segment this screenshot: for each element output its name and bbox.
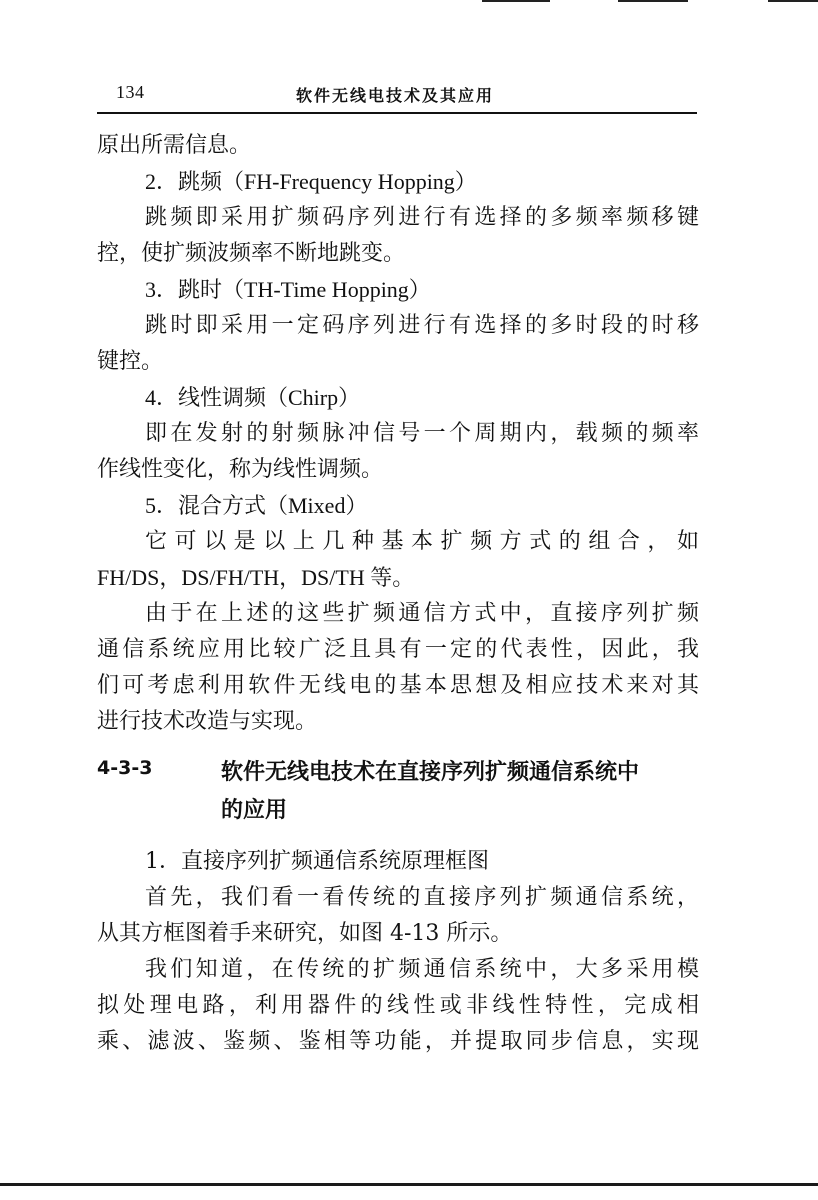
scan-mark-3 (768, 0, 818, 2)
section-title (221, 754, 697, 830)
section-number: 4-3-3 (97, 757, 153, 779)
text-line: 乘、滤波、鉴频、鉴相等功能，并提取同步信息，实现 (97, 1029, 699, 1054)
text-line: 即在发射的射频脉冲信号一个周期内，载频的频率 (145, 421, 699, 446)
scan-mark-1 (482, 0, 550, 2)
text-line: FH/DS，DS/FH/TH，DS/TH 等。 (97, 565, 415, 590)
text-line: 原出所需信息。 (97, 133, 252, 158)
text-line: 键控。 (97, 349, 164, 374)
text-line: 进行技术改造与实现。 (97, 709, 318, 734)
text-line: 通信系统应用比较广泛且具有一定的代表性，因此，我 (97, 637, 699, 662)
text-line: 们可考虑利用软件无线电的基本思想及相应技术来对其 (97, 673, 699, 698)
text-line: 作线性变化，称为线性调频。 (97, 457, 384, 482)
item-heading-mixed: 5．混合方式（Mixed） (145, 493, 368, 518)
section-title-line-1: 软件无线电技术在直接序列扩频通信系统中 (221, 760, 640, 785)
text-line: 从其方框图着手来研究，如图 4-13 所示。 (97, 921, 513, 946)
page-body (97, 128, 699, 1060)
item-heading-fh: 2．跳频（FH-Frequency Hopping） (145, 169, 477, 194)
text-line: 拟处理电路，利用器件的线性或非线性特性，完成相 (97, 993, 699, 1018)
section-title-line-2: 的应用 (221, 798, 288, 823)
header-rule (97, 112, 697, 114)
running-title: 软件无线电技术及其应用 (296, 86, 495, 105)
text-line: 跳时即采用一定码序列进行有选择的多时段的时移 (145, 313, 699, 338)
section-heading (97, 754, 699, 830)
text-line: 我们知道，在传统的扩频通信系统中，大多采用模 (145, 957, 699, 982)
item-heading-chirp: 4．线性调频（Chirp） (145, 385, 361, 410)
text-line: 由于在上述的这些扩频通信方式中，直接序列扩频 (145, 601, 699, 626)
item-heading-block-diagram: 1．直接序列扩频通信系统原理框图 (145, 849, 489, 874)
text-line: 它可以是以上几种基本扩频方式的组合，如 (145, 529, 699, 554)
item-heading-th: 3．跳时（TH-Time Hopping） (145, 277, 431, 302)
text-line: 跳频即采用扩频码序列进行有选择的多频率频移键 (145, 205, 699, 230)
scan-mark-2 (618, 0, 688, 2)
text-line: 控，使扩频波频率不断地跳变。 (97, 241, 406, 266)
page-bottom-edge (0, 1183, 818, 1186)
page-number: 134 (116, 82, 145, 102)
text-line: 首先，我们看一看传统的直接序列扩频通信系统， (145, 885, 699, 910)
